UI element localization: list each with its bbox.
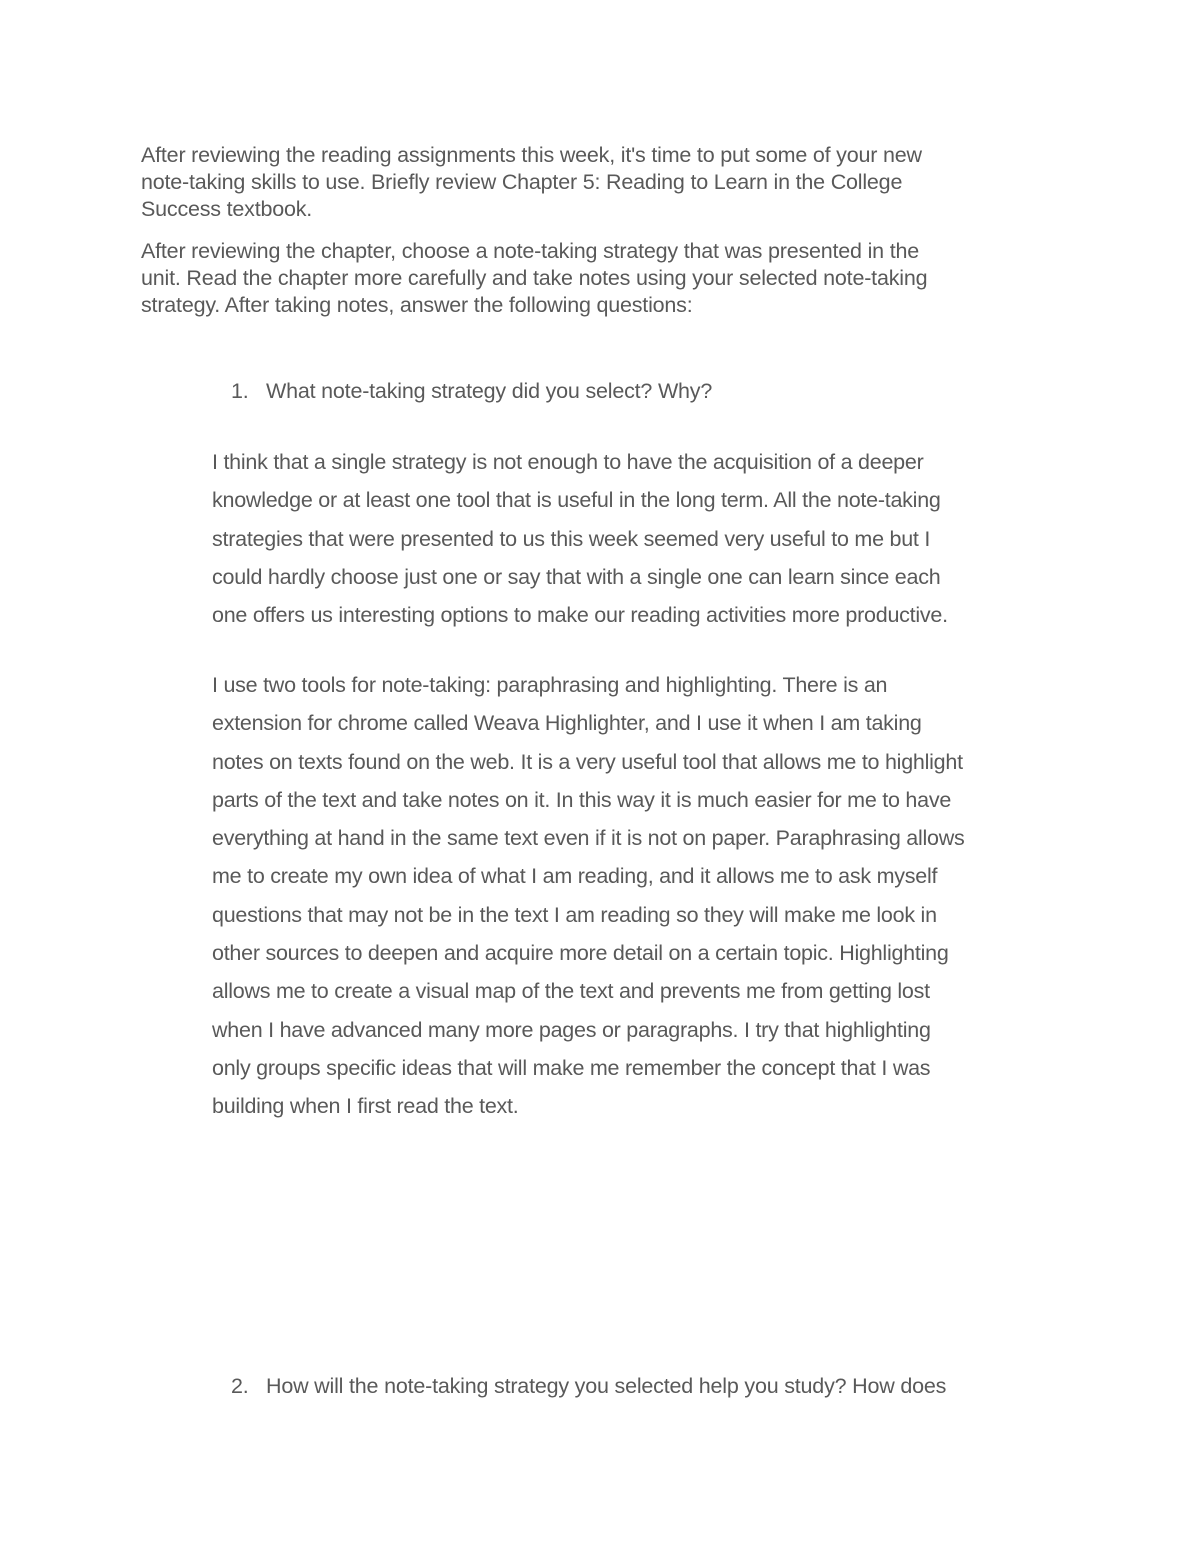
intro-line: strategy. After taking notes, answer the following questions: [141, 293, 693, 317]
answer-line: notes on texts found on the web. It is a very useful tool that allows me to highlight [212, 749, 963, 774]
answer-line: everything at hand in the same text even if it is not on paper. Paraphrasing allows [212, 826, 965, 851]
answer-line: only groups specific ideas that will make me remember the concept that I was [212, 1055, 931, 1080]
question-text: How will the note-taking strategy you selected help you study? How does [266, 1374, 947, 1398]
answer-line: parts of the text and take notes on it. In this way it is much easier for me to have [212, 787, 952, 812]
intro-line: After reviewing the reading assignments this week, it's time to put some of your new [141, 143, 922, 167]
answer-line: strategies that were presented to us this week seemed very useful to me but I [212, 526, 931, 551]
question-1 [231, 378, 712, 405]
answer-line: building when I first read the text. [212, 1094, 519, 1119]
intro-paragraph-2 [141, 238, 1041, 319]
answer-line: questions that may not be in the text I am reading so they will make me look in [212, 902, 937, 927]
answer-line: other sources to deepen and acquire more detail on a certain topic. Highlighting [212, 941, 949, 966]
question-number: 1. [231, 379, 249, 403]
intro-paragraph-1 [141, 142, 1041, 223]
intro-line: Success textbook. [141, 197, 313, 221]
answer-1-paragraph-2 [212, 666, 1082, 1126]
answer-line: I think that a single strategy is not enough to have the acquisition of a deeper [212, 450, 924, 474]
answer-line: one offers us interesting options to make our reading activities more productive. [212, 603, 948, 628]
answer-1-paragraph-1 [212, 443, 1082, 634]
answer-line: could hardly choose just one or say that with a single one can learn since each [212, 564, 941, 589]
answer-line: me to create my own idea of what I am reading, and it allows me to ask myself [212, 864, 938, 889]
question-2 [231, 1373, 946, 1400]
question-number: 2. [231, 1374, 249, 1398]
answer-line: I use two tools for note-taking: paraphrasing and highlighting. There is an [212, 673, 888, 697]
question-text: What note-taking strategy did you select? Why? [266, 379, 713, 403]
intro-line: unit. Read the chapter more carefully and take notes using your selected note-taking [141, 266, 928, 290]
answer-line: knowledge or at least one tool that is useful in the long term. All the note-taking [212, 488, 941, 513]
answer-line: extension for chrome called Weava Highlighter, and I use it when I am taking [212, 711, 922, 736]
intro-line: After reviewing the chapter, choose a note-taking strategy that was presented in the [141, 239, 919, 263]
answer-line: when I have advanced many more pages or paragraphs. I try that highlighting [212, 1017, 931, 1042]
answer-line: allows me to create a visual map of the text and prevents me from getting lost [212, 979, 930, 1004]
intro-line: note-taking skills to use. Briefly review Chapter 5: Reading to Learn in the College [141, 170, 903, 194]
